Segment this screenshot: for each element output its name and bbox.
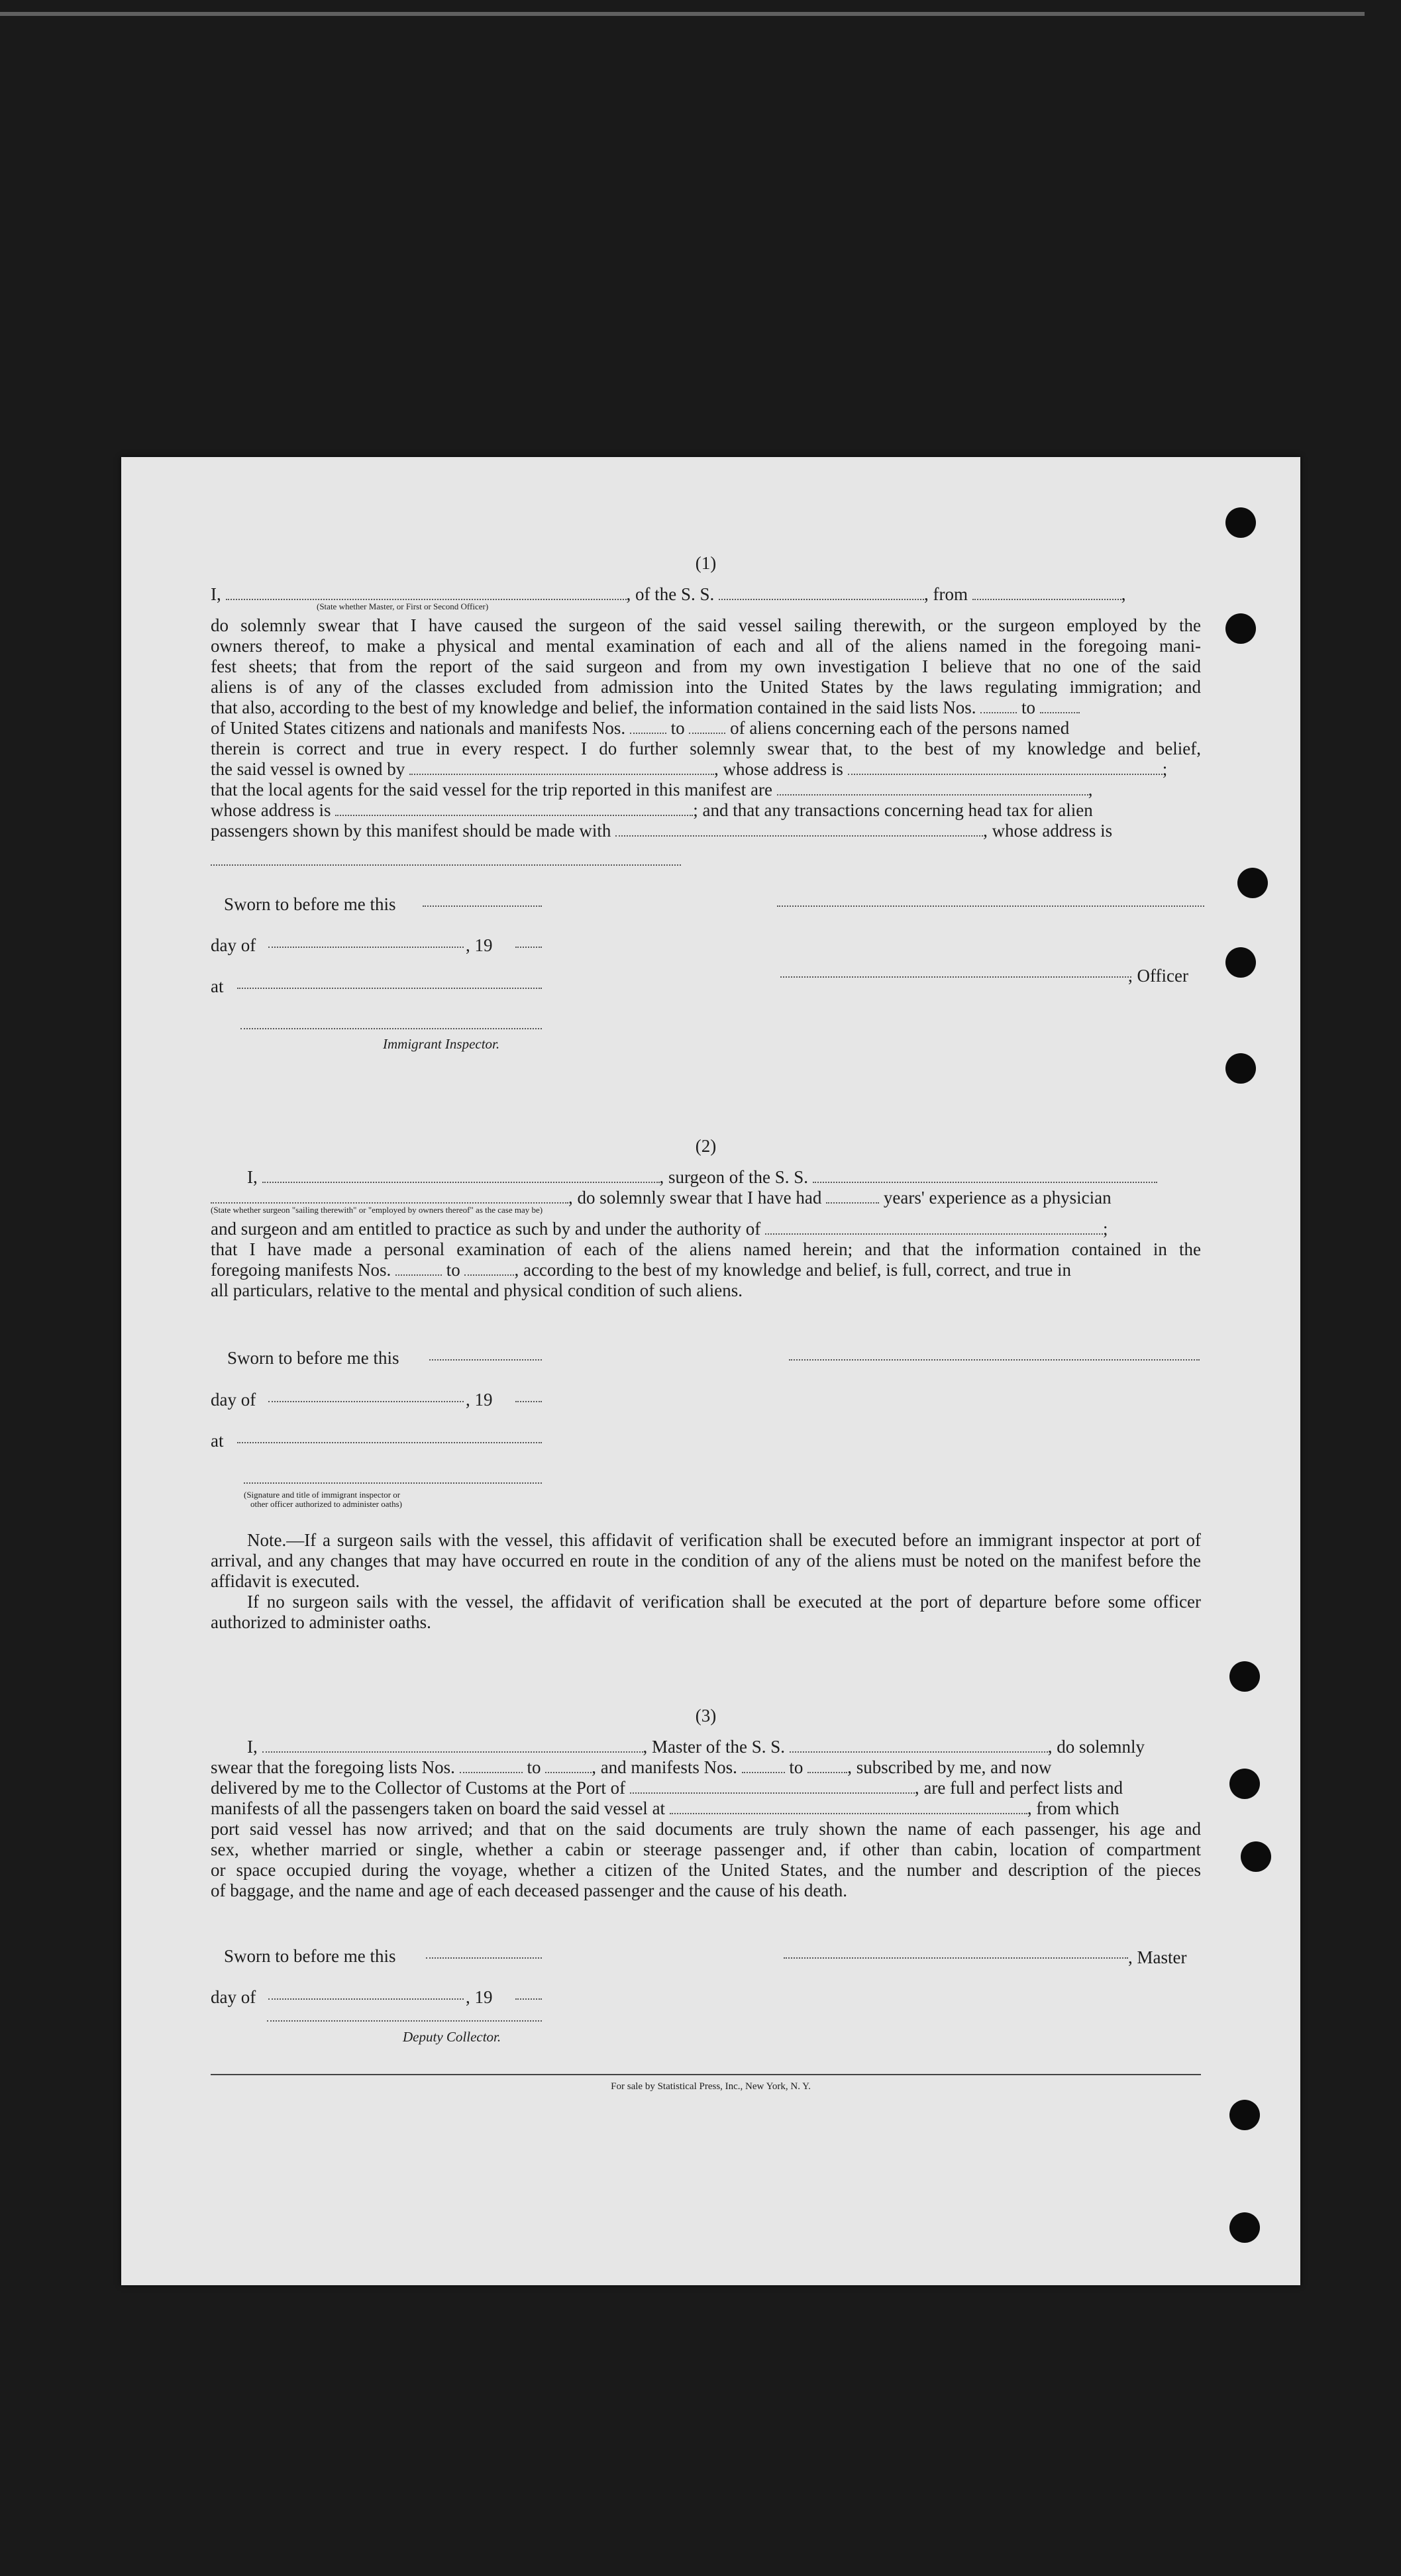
text: , and manifests Nos. bbox=[592, 1757, 737, 1777]
section2-line-5 bbox=[211, 1260, 1201, 1280]
blank-list-to bbox=[1040, 697, 1080, 713]
text: to bbox=[670, 718, 685, 738]
text: of aliens concerning each of the persons named bbox=[730, 718, 1070, 738]
blank-inspector-signature bbox=[240, 1028, 542, 1029]
blank-head-tax-party bbox=[615, 821, 983, 837]
blank-manifest-from bbox=[395, 1260, 442, 1276]
section1-line-9 bbox=[211, 780, 1201, 800]
text: , Master of the S. S. bbox=[643, 1737, 785, 1757]
text: of United States citizens and nationals and manifests Nos. bbox=[211, 718, 626, 738]
section-3 bbox=[211, 1706, 1201, 1901]
field-caption: (State whether Master, or First or Second Officer) bbox=[317, 601, 489, 611]
blank-ship-name bbox=[719, 584, 924, 600]
binder-hole bbox=[1229, 1769, 1260, 1799]
binder-hole bbox=[1229, 2212, 1260, 2243]
text: years' experience as a physician bbox=[883, 1188, 1112, 1208]
section1-paragraph-line: aliens is of any of the classes excluded from admission into the United States by the laws regulating immigration; and bbox=[211, 677, 1201, 697]
text: ; bbox=[1103, 1219, 1108, 1239]
section1-line-11 bbox=[211, 821, 1201, 841]
binder-hole bbox=[1237, 868, 1268, 898]
blank-place bbox=[237, 1442, 542, 1443]
blank-surgeon-name bbox=[262, 1167, 660, 1183]
blank-year bbox=[515, 1998, 542, 2000]
section3-paragraph-line: of baggage, and the name and age of each deceased passenger and the cause of his death. bbox=[211, 1880, 848, 1900]
blank-manifest-to bbox=[807, 1757, 847, 1773]
year-label: , 19 bbox=[466, 1987, 493, 2007]
section1-line-10 bbox=[211, 800, 1201, 821]
blank-agent-address bbox=[335, 800, 693, 816]
collector-caption: Deputy Collector. bbox=[403, 2029, 501, 2045]
section1-line-1 bbox=[211, 584, 1201, 605]
sworn-label: Sworn to before me this bbox=[224, 894, 396, 914]
binder-hole bbox=[1229, 1661, 1260, 1692]
blank-manifest-to bbox=[464, 1260, 514, 1276]
blank-surgeon-status bbox=[211, 1188, 568, 1204]
blank-owner bbox=[409, 759, 714, 775]
blank-master-signature bbox=[784, 1957, 1128, 1959]
sworn-label: Sworn to before me this bbox=[227, 1348, 399, 1368]
blank-list-to bbox=[545, 1757, 592, 1773]
blank-manifest-from bbox=[630, 718, 666, 734]
blank-head-tax-address bbox=[211, 864, 681, 866]
blank-ship-name bbox=[790, 1737, 1048, 1753]
text: , do solemnly bbox=[1047, 1737, 1145, 1757]
section1-line-8 bbox=[211, 759, 1201, 780]
footer-rule bbox=[211, 2074, 1201, 2075]
blank-place bbox=[237, 988, 542, 989]
year-label: , 19 bbox=[466, 935, 493, 955]
blank-departure-port bbox=[670, 1798, 1027, 1814]
section-number: (1) bbox=[695, 553, 717, 573]
blank-from-port bbox=[972, 584, 1121, 600]
section2-line-1 bbox=[211, 1167, 1201, 1188]
section1-paragraph-line: do solemnly swear that I have caused the surgeon of the said vessel sailing therewith, or the surgeon employed by the bbox=[211, 615, 1201, 635]
text: , whose address is bbox=[713, 759, 843, 779]
blank-manifest-from bbox=[742, 1757, 785, 1773]
text: to bbox=[446, 1260, 460, 1280]
text: , according to the best of my knowledge and belief, is full, correct, and true in bbox=[514, 1260, 1071, 1280]
section-number: (2) bbox=[695, 1136, 717, 1156]
text: , whose address is bbox=[983, 821, 1113, 841]
text: that the local agents for the said vessel for the trip reported in this manifest are bbox=[211, 780, 772, 799]
blank-ship-name bbox=[813, 1167, 1157, 1183]
text: I, bbox=[247, 1167, 258, 1187]
blank-officer-title bbox=[226, 584, 627, 600]
text: delivered by me to the Collector of Customs at the Port of bbox=[211, 1778, 626, 1798]
inspector-caption: Immigrant Inspector. bbox=[383, 1036, 500, 1052]
blank-list-from bbox=[980, 697, 1017, 713]
section3-line-4 bbox=[211, 1798, 1201, 1819]
printer-imprint: For sale by Statistical Press, Inc., New York, N. Y. bbox=[611, 2081, 811, 2092]
blank-list-from bbox=[460, 1757, 523, 1773]
note-paragraph-2: If no surgeon sails with the vessel, the affidavit of verification shall be executed at the port of departure before some officer authorized to administer oaths. bbox=[211, 1592, 1201, 1632]
blank-month bbox=[268, 1401, 464, 1402]
blank-collector-signature bbox=[267, 2020, 542, 2022]
blank-month bbox=[268, 947, 464, 948]
blank-month bbox=[268, 1998, 464, 2000]
text: that also, according to the best of my knowledge and belief, the information contained in the said lists Nos. bbox=[211, 697, 976, 717]
blank-master-name bbox=[262, 1737, 643, 1753]
blank-sworn-day bbox=[429, 1359, 542, 1361]
blank-owner-address bbox=[848, 759, 1163, 775]
at-label: at bbox=[211, 1431, 224, 1451]
text: , from bbox=[924, 584, 968, 604]
text: , bbox=[1088, 780, 1093, 799]
text: manifests of all the passengers taken on board the said vessel at bbox=[211, 1798, 666, 1818]
binder-hole bbox=[1229, 2100, 1260, 2130]
blank-year bbox=[515, 1401, 542, 1402]
section1-paragraph-line: owners thereof, to make a physical and mental examination of each and all of the aliens named in the foregoing mani- bbox=[211, 636, 1201, 656]
section2-line-3 bbox=[211, 1219, 1201, 1239]
section3-paragraph-line: sex, whether married or single, whether a cabin or steerage passenger and, if other than cabin, location of compartment bbox=[211, 1839, 1201, 1859]
section1-line-6 bbox=[211, 718, 1201, 739]
text: passengers shown by this manifest should be made with bbox=[211, 821, 611, 841]
day-of-label: day of bbox=[211, 935, 256, 955]
section3-paragraph-line: or space occupied during the voyage, whether a citizen of the United States, and the number and description of the pieces bbox=[211, 1860, 1201, 1880]
at-label: at bbox=[211, 976, 224, 996]
blank-local-agents bbox=[777, 780, 1088, 796]
section3-line-3 bbox=[211, 1778, 1201, 1798]
section1-paragraph-line: therein is correct and true in every respect. I do further solemnly swear that, to the best of my knowledge and belief, bbox=[211, 739, 1201, 758]
text: ; bbox=[1162, 759, 1168, 779]
section3-line-1 bbox=[211, 1737, 1201, 1757]
section-number: (3) bbox=[695, 1706, 717, 1726]
blank-signature bbox=[777, 905, 1204, 907]
text: swear that the foregoing lists Nos. bbox=[211, 1757, 455, 1777]
field-caption: (State whether surgeon "sailing therewith" or "employed by owners thereof" as the case may be) bbox=[211, 1205, 543, 1215]
section3-line-2 bbox=[211, 1757, 1201, 1778]
note-paragraph-1: Note.—If a surgeon sails with the vessel, this affidavit of verification shall be executed before an immigrant inspector at port of arrival, and any changes that may have occurred en route in the condition of any of the aliens must be noted on the manifest before the affidavit is executed. bbox=[211, 1530, 1201, 1591]
text: , subscribed by me, and now bbox=[847, 1757, 1052, 1777]
blank-manifest-to bbox=[689, 718, 725, 734]
binder-hole bbox=[1241, 1841, 1271, 1872]
section-1 bbox=[211, 553, 1201, 841]
text: foregoing manifests Nos. bbox=[211, 1260, 391, 1280]
text: , do solemnly swear that I have had bbox=[568, 1188, 822, 1208]
section3-paragraph-line: port said vessel has now arrived; and that on the said documents are truly shown the name of each passenger, his age and bbox=[211, 1819, 1201, 1839]
year-label: , 19 bbox=[466, 1390, 493, 1410]
section-2 bbox=[211, 1136, 1201, 1301]
blank-port bbox=[630, 1778, 915, 1794]
text: I, bbox=[211, 584, 221, 604]
text: ; and that any transactions concerning head tax for alien bbox=[693, 800, 1093, 820]
text: , of the S. S. bbox=[626, 584, 715, 604]
master-label: , Master bbox=[1128, 1947, 1187, 1967]
blank-sworn-day bbox=[426, 1957, 542, 1959]
binder-hole bbox=[1225, 947, 1256, 978]
section1-paragraph-line: fest sheets; that from the report of the said surgeon and from my own investigation I believe that no one of the said bbox=[211, 656, 1201, 676]
section1-line-5 bbox=[211, 697, 1201, 718]
text: to bbox=[789, 1757, 804, 1777]
binder-hole bbox=[1225, 613, 1256, 644]
signature-caption-2: other officer authorized to administer oaths) bbox=[250, 1499, 402, 1509]
text: , from which bbox=[1027, 1798, 1119, 1818]
binder-hole bbox=[1225, 1053, 1256, 1084]
blank-surgeon-signature bbox=[789, 1359, 1200, 1361]
blank-authority bbox=[765, 1219, 1103, 1235]
section2-paragraph-line: that I have made a personal examination of each of the aliens named herein; and that the information contained in the bbox=[211, 1239, 1201, 1259]
section2-paragraph-line: all particulars, relative to the mental and physical condition of such aliens. bbox=[211, 1280, 743, 1300]
text: , are full and perfect lists and bbox=[914, 1778, 1123, 1798]
binder-hole bbox=[1225, 507, 1256, 538]
officer-label: , Officer bbox=[1128, 966, 1188, 986]
sworn-label: Sworn to before me this bbox=[224, 1946, 396, 1966]
note-block bbox=[211, 1530, 1201, 1633]
section2-line-2 bbox=[211, 1188, 1201, 1208]
blank-sworn-day bbox=[423, 905, 542, 907]
text: to bbox=[527, 1757, 541, 1777]
blank-inspector-signature bbox=[244, 1482, 542, 1484]
text: to bbox=[1021, 697, 1035, 717]
manifest-affidavit-sheet bbox=[121, 457, 1300, 2285]
blank-officer-signature bbox=[780, 976, 1131, 978]
text: and surgeon and am entitled to practice as such by and under the authority of bbox=[211, 1219, 761, 1239]
text: the said vessel is owned by bbox=[211, 759, 405, 779]
text: , surgeon of the S. S. bbox=[659, 1167, 809, 1187]
blank-year bbox=[515, 947, 542, 948]
day-of-label: day of bbox=[211, 1987, 256, 2007]
text: , bbox=[1121, 584, 1126, 604]
blank-years bbox=[826, 1188, 879, 1204]
text: whose address is bbox=[211, 800, 331, 820]
scan-top-edge bbox=[0, 12, 1365, 16]
signature-caption-1: (Signature and title of immigrant inspector or bbox=[244, 1490, 401, 1500]
day-of-label: day of bbox=[211, 1390, 256, 1410]
text: I, bbox=[247, 1737, 258, 1757]
